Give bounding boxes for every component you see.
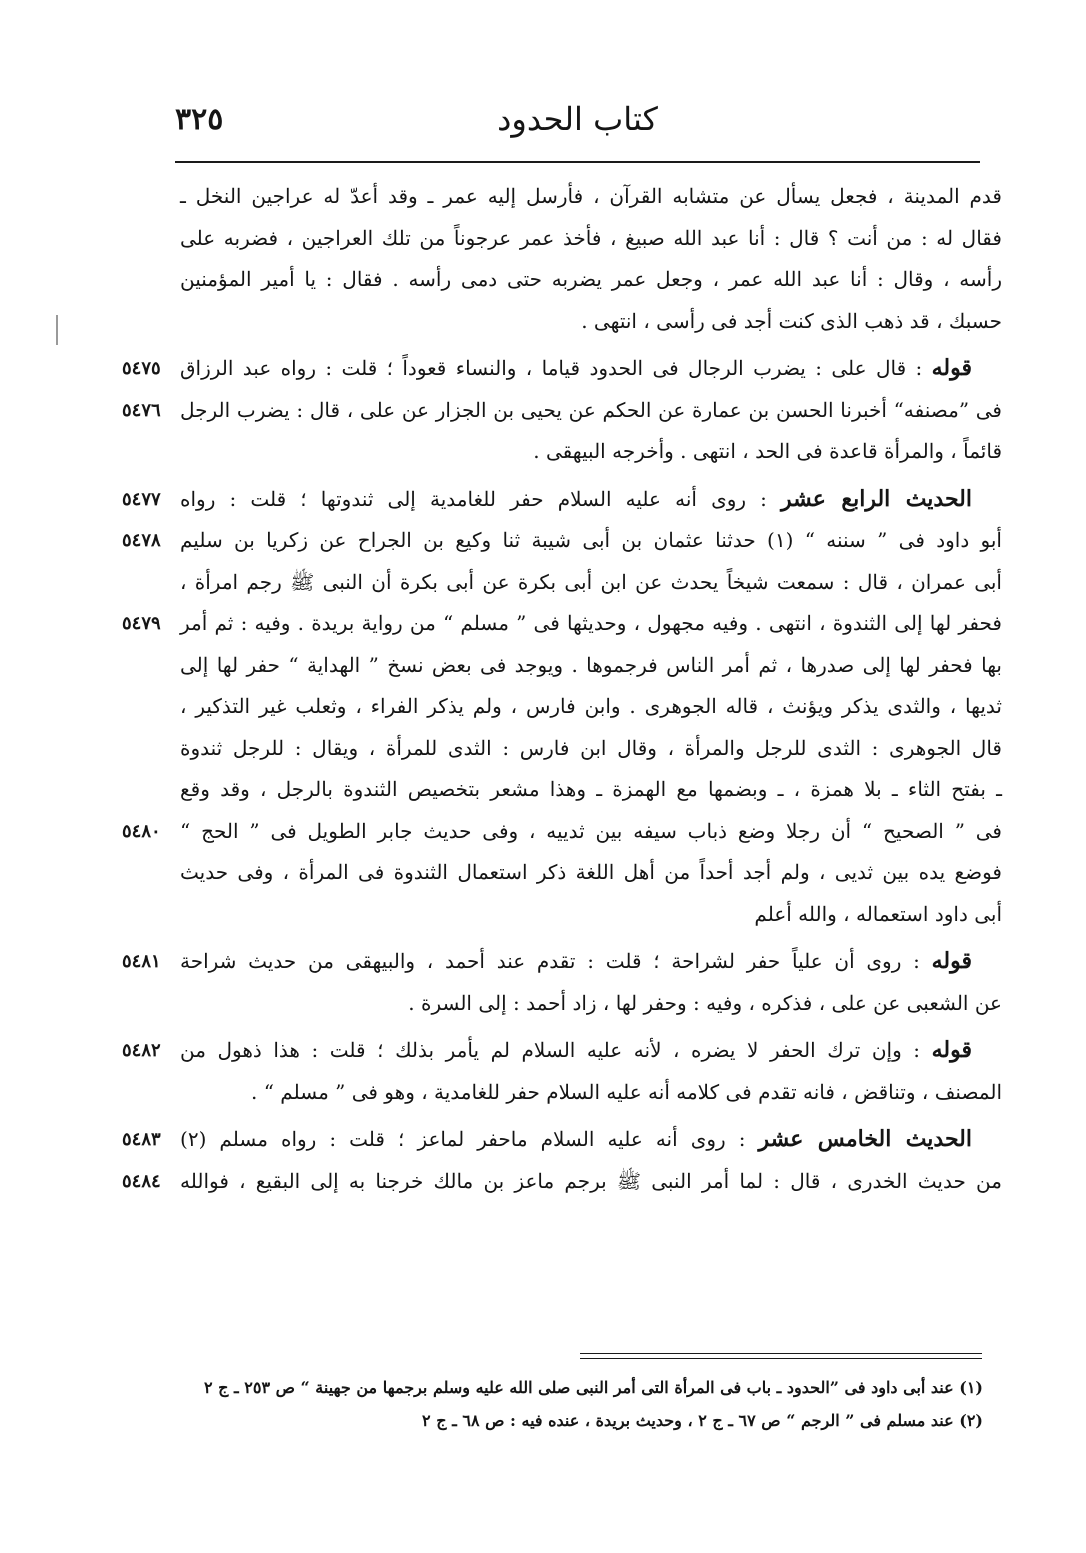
text-line: [122, 1030, 1002, 1072]
line-text: قدم المدينة ، فجعل يسأل عن متشابه القرآن ، فأرسل إليه عمر ـ وقد أعدّ له عراجين النخل ـ: [180, 184, 1002, 208]
body-text: [122, 176, 1002, 1202]
text-line: [122, 1119, 1002, 1161]
line-text: قائماً ، والمرأة قاعدة فى الحد ، انتهى . وأخرجه البيهقى .: [533, 439, 1002, 463]
text-line: [122, 562, 1002, 604]
line-text: فى ” الصحيح “ أن رجلا وضع ذباب سيفه بين ثدييه ، وفى حديث جابر الطويل فى ” الحج “: [180, 818, 1002, 843]
text-line: [122, 983, 1002, 1025]
footnote: (١) عند أبى داود فى ”الحدود ـ باب فى المرأة التى أمر النبى صلى الله عليه وسلم برجمها من جهينة “ ص ٢٥٣ ـ ج ٢: [203, 1378, 983, 1397]
section-lead: قوله: [931, 355, 972, 381]
running-title: كتاب الحدود: [497, 100, 658, 138]
text-line: [122, 259, 1002, 301]
line-text: فوضع يده بين ثديى ، ولم أجد أحداً من أهل اللغة ذكر استعمال الثندوة فى المرأة ، وفى حديث: [180, 860, 1002, 884]
line-text: ـ بفتح الثاء ـ بلا همزة ، ـ وبضمها مع الهمزة ـ وهذا مشعر بتخصيص الثندوة بالرجل ، وقد وقع: [180, 777, 1002, 801]
line-text: أبى داود استعماله ، والله أعلم: [754, 901, 1002, 926]
entry-number: ٥٤٧٧: [122, 488, 161, 510]
line-text: : وإن ترك الحفر لا يضره ، لأنه عليه السلام لم يأمر بذلك ؛ قلت : هذا ذهول من: [180, 1038, 932, 1062]
text-line: [122, 645, 1002, 687]
text-line: [122, 603, 1002, 645]
entry-number: ٥٤٧٦: [122, 399, 161, 421]
entry-number: ٥٤٨٣: [122, 1129, 161, 1150]
line-text: قال الجوهرى : الثدى للرجل والمرأة ، وقال ابن فارس : الثدى للمرأة ، ويقال : للرجل ثندوة: [180, 735, 1002, 760]
section-lead: الحديث الرابع عشر: [781, 485, 972, 512]
footnotes: [175, 1371, 983, 1437]
footnote: (٢) عند مسلم فى ” الرجم “ ص ٦٧ ـ ج ٢ ، وحديث بريدة ، عنده فيه : ص ٦٨ ـ ج ٢: [422, 1411, 983, 1430]
text-line: [122, 686, 1002, 728]
text-line: [122, 894, 1002, 936]
line-text: أبى عمران ، قال : سمعت شيخاً يحدث عن ابن أبى بكرة عن أبى بكرة أن النبى ﷺ رجم امرأة ،: [180, 569, 1002, 594]
text-line: [122, 520, 1002, 562]
line-text: فقال له : من أنت ؟ قال : أنا عبد الله صبيغ ، فأخذ عمر عرجوناً من تلك العراجين ، فضربه على: [180, 225, 1002, 250]
text-line: [122, 431, 1002, 473]
text-line: [122, 811, 1002, 853]
text-line: [122, 769, 1002, 811]
section-lead: قوله: [931, 948, 972, 974]
line-text: : روى أنه عليه السلام ماحفر لماعز ؛ قلت : رواه مسلم (٢): [180, 1127, 759, 1151]
entry-number: ٥٤٧٩: [122, 613, 161, 634]
entry-number: ٥٤٨٤: [122, 1170, 161, 1192]
section-lead: قوله: [931, 1037, 972, 1063]
line-text: عن الشعبى عن على ، فذكره ، وفيه : وحفر لها ، زاد أحمد : إلى السرة .: [408, 990, 1002, 1015]
header-rule: [175, 161, 980, 163]
line-text: فى ”مصنفه“ أخبرنا الحسن بن عمارة عن الحكم عن يحيى بن الجزار عن على ، قال : يضرب الرجل: [180, 397, 1002, 422]
page-header: [175, 100, 980, 156]
entry-number: ٥٤٧٥: [122, 358, 161, 379]
margin-mark: [56, 315, 58, 345]
text-line: [122, 728, 1002, 770]
text-line: [122, 1072, 1002, 1114]
text-line: [122, 218, 1002, 260]
page-number: ٣٢٥: [175, 102, 224, 137]
text-line: [122, 301, 1002, 343]
entry-number: ٥٤٨٠: [122, 820, 161, 842]
line-text: أبو داود فى ” سننه “ (١) حدثنا عثمان بن أبى شيبة ثنا وكيع بن الجراح عن زكريا بن سليم: [180, 528, 1002, 552]
line-text: المصنف ، وتناقض ، فانه تقدم فى كلامه أنه عليه السلام حفر للغامدية ، وهو فى ” مسلم “ .: [251, 1079, 1002, 1104]
text-line: [122, 390, 1002, 432]
text-line: [122, 852, 1002, 894]
line-text: بها فحفر لها إلى صدرها ، ثم أمر الناس فرجموها . ويوجد فى بعض نسخ ” الهداية “ حفر لها إلى: [180, 652, 1002, 677]
line-text: ثديها ، والثدى يذكر ويؤنث ، قاله الجوهرى . وابن فارس ، ولم يذكر الفراء ، وثعلب غير التذكير ،: [180, 694, 1002, 718]
line-text: حسبك ، قد ذهب الذى كنت أجد فى رأسى ، انتهى .: [581, 308, 1002, 333]
text-line: [122, 941, 1002, 983]
footnote-rule: [580, 1353, 982, 1359]
entry-number: ٥٤٨٢: [122, 1040, 161, 1061]
line-text: فحفر لها إلى الثندوة ، انتهى . وفيه مجهول ، وحديثها فى ” مسلم “ من رواية بريدة . وفيه : ثم أمر: [180, 611, 1002, 635]
entry-number: ٥٤٧٨: [122, 530, 161, 551]
text-line: [122, 176, 1002, 218]
text-line: [122, 479, 1002, 521]
line-text: : قال على : يضرب الرجال فى الحدود قياما ، والنساء قعوداً ؛ قلت : رواه عبد الرزاق: [180, 356, 932, 380]
line-text: : روى أنه عليه السلام حفر للغامدية إلى ثندوتها ؛ قلت : رواه: [180, 486, 782, 511]
section-lead: الحديث الخامس عشر: [758, 1126, 972, 1152]
entry-number: ٥٤٨١: [122, 951, 161, 972]
line-text: رأسه ، وقال : أنا عبد الله عمر ، وجعل عمر يضربه حتى دمى رأسه . فقال : يا أمير المؤمنين: [180, 267, 1002, 291]
text-line: [122, 1161, 1002, 1203]
text-line: [122, 348, 1002, 390]
line-text: : روى أن علياً حفر لشراحة ؛ قلت : تقدم عند أحمد ، والبيهقى من حديث شراحة: [180, 949, 932, 973]
line-text: من حديث الخدرى ، قال : لما أمر النبى ﷺ برجم ماعز بن مالك خرجنا به إلى البقيع ، فوالله: [180, 1168, 1002, 1193]
